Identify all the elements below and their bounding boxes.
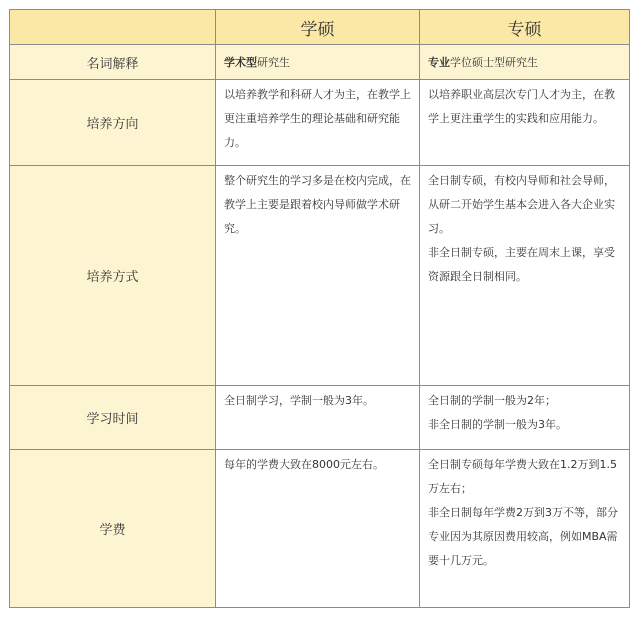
xueshuo-direction-text: 以培养教学和科研人才为主，在教学上更注重培养学生的理论基础和研究能力。 [224, 88, 411, 149]
table-row-direction [10, 80, 630, 166]
xueshuo-definition-rest: 研究生 [257, 56, 290, 69]
cell-zhuanshuo-method [420, 166, 630, 386]
table-row-method [10, 166, 630, 386]
zhuanshuo-tuition-text-1: 全日制专硕每年学费大致在1.2万到1.5万左右； [428, 458, 617, 495]
cell-xueshuo-definition [216, 45, 420, 80]
zhuanshuo-duration-text-2: 非全日制的学制一般为3年。 [428, 418, 567, 431]
comparison-table-wrapper [9, 9, 630, 608]
row-label-direction: 培养方向 [10, 80, 216, 166]
table-header-row [10, 10, 630, 45]
row-label-definition: 名词解释 [10, 45, 216, 80]
cell-zhuanshuo-tuition [420, 450, 630, 608]
row-label-tuition: 学费 [10, 450, 216, 608]
zhuanshuo-duration-text-1: 全日制的学制一般为2年； [428, 394, 556, 407]
xueshuo-tuition-text: 每年的学费大致在8000元左右。 [224, 458, 384, 471]
table-row-duration [10, 386, 630, 450]
xueshuo-duration-text: 全日制学习，学制一般为3年。 [224, 394, 374, 407]
table-row-definition [10, 45, 630, 80]
cell-xueshuo-method [216, 166, 420, 386]
xueshuo-method-text: 整个研究生的学习多是在校内完成，在教学上主要是跟着校内导师做学术研究。 [224, 174, 411, 235]
table-row-tuition [10, 450, 630, 608]
cell-zhuanshuo-definition [420, 45, 630, 80]
header-zhuanshuo: 专硕 [420, 10, 630, 45]
cell-xueshuo-tuition [216, 450, 420, 608]
zhuanshuo-definition-bold: 专业 [428, 56, 450, 69]
row-label-duration: 学习时间 [10, 386, 216, 450]
comparison-table [9, 9, 630, 608]
zhuanshuo-method-text-1: 全日制专硕，有校内导师和社会导师，从研二开始学生基本会进入各大企业实习。 [428, 174, 615, 235]
zhuanshuo-method-text-2: 非全日制专硕，主要在周末上课，享受资源跟全日制相同。 [428, 246, 615, 283]
xueshuo-definition-bold: 学术型 [224, 56, 257, 69]
cell-zhuanshuo-direction [420, 80, 630, 166]
zhuanshuo-tuition-text-2: 非全日制每年学费2万到3万不等，部分专业因为其原因费用较高，例如MBA需要十几万元。 [428, 506, 618, 567]
row-label-method: 培养方式 [10, 166, 216, 386]
cell-xueshuo-duration [216, 386, 420, 450]
cell-zhuanshuo-duration [420, 386, 630, 450]
zhuanshuo-direction-text: 以培养职业高层次专门人才为主，在教学上更注重学生的实践和应用能力。 [428, 88, 615, 125]
zhuanshuo-definition-rest: 学位硕士型研究生 [450, 56, 538, 69]
cell-xueshuo-direction [216, 80, 420, 166]
header-empty-cell [10, 10, 216, 45]
header-xueshuo: 学硕 [216, 10, 420, 45]
